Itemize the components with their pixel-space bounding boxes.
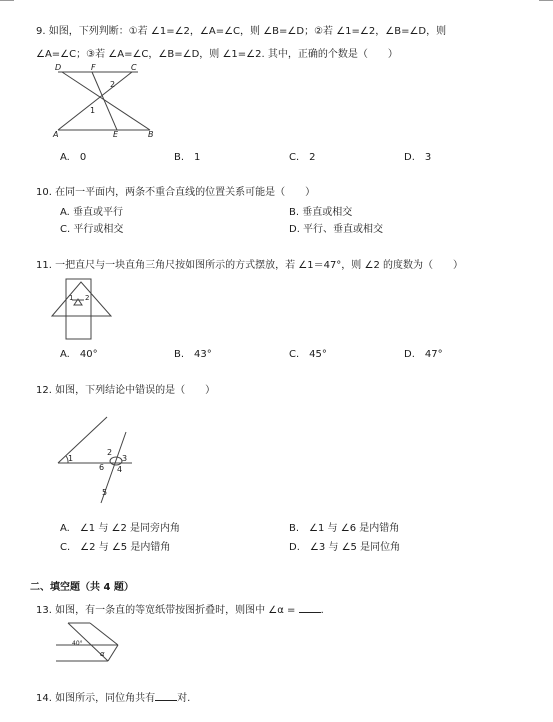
q13-angle-alpha: α	[100, 650, 105, 658]
q14-answer-blank[interactable]	[155, 691, 177, 701]
q13-stem-text: 13. 如图，有一条直的等宽纸带按图折叠时，则图中 ∠α =	[36, 605, 296, 616]
q10-stem: 10. 在同一平面内，两条不重合直线的位置关系可能是（ ）	[36, 187, 316, 198]
corner-mark-right	[539, 0, 553, 1]
q14-stem-end: 对.	[177, 693, 191, 704]
q9-stem-line1: 9. 如图，下列判断：①若 ∠1=∠2，∠A=∠C，则 ∠B=∠D；②若 ∠1=∠2，∠B=∠D，则	[36, 26, 447, 37]
q9-label-f: F	[91, 63, 96, 72]
q12-option-c[interactable]: C. ∠2 与 ∠5 是内错角	[60, 542, 171, 553]
q12-angle-6: 6	[99, 463, 105, 472]
q12-stem: 12. 如图，下列结论中错误的是（ ）	[36, 385, 216, 396]
corner-mark-left	[0, 0, 14, 1]
q13-angle-40: 40°	[72, 640, 83, 647]
q9-option-c[interactable]: C. 2	[289, 152, 316, 163]
q11-option-b[interactable]: B. 43°	[174, 349, 212, 360]
q13-stem-end: .	[320, 605, 324, 616]
q9-option-d[interactable]: D. 3	[404, 152, 432, 163]
q12-option-d[interactable]: D. ∠3 与 ∠5 是同位角	[289, 542, 401, 553]
q9-label-e: E	[113, 130, 119, 139]
q9-label-d: D	[55, 63, 62, 72]
q9-label-c: C	[131, 63, 137, 72]
q9-stem-line2: ∠A=∠C；③若 ∠A=∠C，∠B=∠D，则 ∠1=∠2. 其中，正确的个数是（ ）	[36, 49, 398, 60]
q13-answer-blank[interactable]	[299, 603, 321, 613]
q11-option-d[interactable]: D. 47°	[404, 349, 443, 360]
q10-option-d[interactable]: D. 平行、垂直或相交	[289, 224, 384, 235]
q11-stem: 11. 一把直尺与一块直角三角尺按如图所示的方式摆放，若 ∠1＝47°，则 ∠2 的度数为（ ）	[36, 260, 463, 271]
q9-option-a[interactable]: A. 0	[60, 152, 87, 163]
q12-angle-4: 4	[117, 465, 123, 474]
q9-label-b: B	[148, 130, 154, 139]
q9-option-b[interactable]: B. 1	[174, 152, 201, 163]
q11-option-c[interactable]: C. 45°	[289, 349, 327, 360]
q11-angle-1: 1	[69, 294, 74, 302]
q12-angle-1: 1	[68, 454, 74, 463]
q10-option-c[interactable]: C. 平行或相交	[60, 224, 124, 235]
q11-angle-2: 2	[85, 294, 90, 302]
q10-option-b[interactable]: B. 垂直或相交	[289, 207, 353, 218]
q14-stem-text: 14. 如图所示，同位角共有	[36, 693, 156, 704]
q12-option-b[interactable]: B. ∠1 与 ∠6 是内错角	[289, 523, 400, 534]
q10-option-a[interactable]: A. 垂直或平行	[60, 207, 124, 218]
q12-angle-5: 5	[102, 488, 108, 497]
q9-angle-1: 1	[90, 106, 96, 115]
section-fill-in-title: 二、填空题（共 4 题）	[30, 582, 134, 593]
q13-stem	[36, 601, 324, 616]
q12-angle-3: 3	[122, 454, 128, 463]
q12-option-a[interactable]: A. ∠1 与 ∠2 是同旁内角	[60, 523, 181, 534]
q9-angle-2: 2	[110, 80, 116, 89]
q9-label-a: A	[53, 130, 59, 139]
q12-angle-2: 2	[107, 448, 113, 457]
q11-option-a[interactable]: A. 40°	[60, 349, 98, 360]
q14-stem	[36, 689, 190, 704]
